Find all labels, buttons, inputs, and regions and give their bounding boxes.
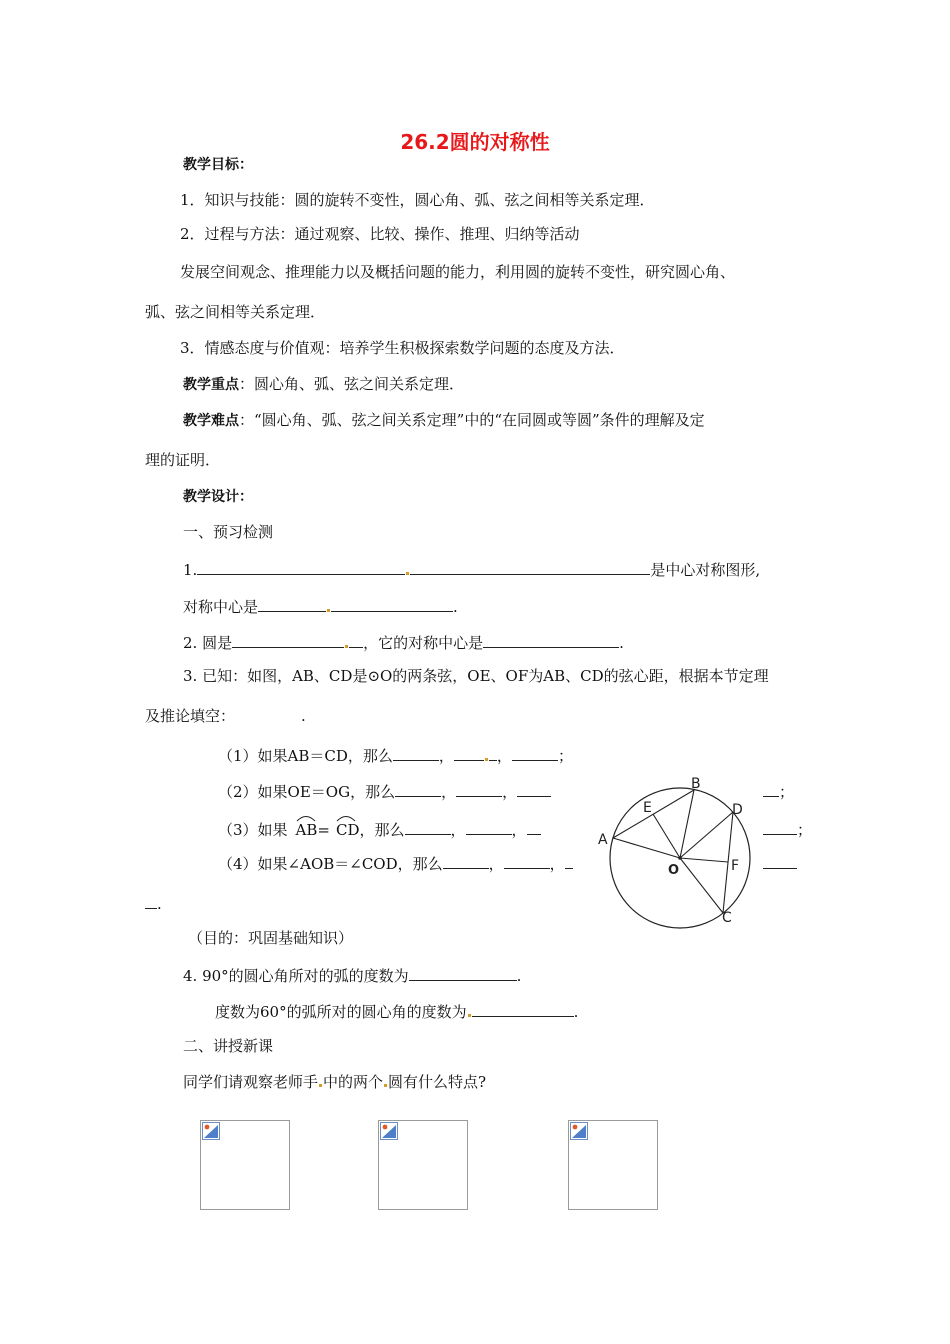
goal-item-2-cont2: 弧、弦之间相等关系定理． xyxy=(145,303,326,321)
question-1 xyxy=(183,558,760,580)
q4-blank-2[interactable] xyxy=(472,1000,574,1017)
segment-of xyxy=(680,858,728,862)
q3-sub1-blank-2b[interactable] xyxy=(489,744,497,761)
q1-end: . xyxy=(453,598,458,616)
q2-prefix: 2. 圆是 xyxy=(183,634,233,652)
q3-sub4-blank-2[interactable] xyxy=(504,852,550,869)
q3-sub1-text: （1）如果AB＝CD，那么 xyxy=(218,747,393,765)
question-3: 3. 已知：如图，AB、CD是⊙O的两条弦，OE、OF为AB、CD的弦心距，根据本节定理 xyxy=(183,667,769,685)
q1-blank-b[interactable] xyxy=(410,558,650,575)
label-b: B xyxy=(691,776,701,792)
q3-sub-2-tail: ； xyxy=(763,780,794,802)
q3-sub-3-tail: ； xyxy=(763,818,812,840)
label-c: C xyxy=(722,910,732,926)
circle-diagram xyxy=(590,774,800,934)
difficulty xyxy=(183,410,705,431)
key-point-text: ：圆心角、弧、弦之间关系定理． xyxy=(239,375,465,393)
broken-image-icon xyxy=(380,1122,398,1140)
question-3-cont xyxy=(145,706,306,726)
key-point xyxy=(183,374,464,395)
radius-oc xyxy=(680,858,723,913)
q3-sub1-blank-1[interactable] xyxy=(393,744,439,761)
q3-sub4-text: （4）如果∠AOB＝∠COD，那么 xyxy=(218,855,443,873)
question-2 xyxy=(183,631,624,653)
q2-blank-a[interactable] xyxy=(232,631,344,648)
q2-blank-c[interactable] xyxy=(483,631,619,648)
goals-heading: 教学目标： xyxy=(183,157,253,173)
q3-sub4-blank-1[interactable] xyxy=(443,852,489,869)
q1-blank-a[interactable] xyxy=(197,558,405,575)
question-1-line2 xyxy=(183,595,458,617)
q3-cont-dot: . xyxy=(301,707,306,725)
q2-end: . xyxy=(619,634,624,652)
q3-sub3-blank-1[interactable] xyxy=(405,818,451,835)
q3-sub2-blank-2[interactable] xyxy=(456,780,502,797)
question-4: 4. 90°的圆心角所对的弧的度数为 . xyxy=(183,964,521,986)
q3-sub1-blank-2[interactable] xyxy=(454,744,484,761)
q3-sub-4-end: . xyxy=(145,892,162,914)
label-e: E xyxy=(643,800,652,816)
broken-image-icon xyxy=(570,1122,588,1140)
image-placeholder-2 xyxy=(378,1120,468,1210)
q2-mid: ，它的对称中心是 xyxy=(363,634,484,652)
q1-center-blank-a[interactable] xyxy=(258,595,326,612)
broken-image-icon xyxy=(202,1122,220,1140)
q3-sub-3: （3）如果 AB= CD，那么 ， ， xyxy=(218,818,541,840)
q3-sub2-text: （2）如果OE＝OG，那么 xyxy=(218,783,396,801)
q3-sub4-blank-3[interactable] xyxy=(565,852,573,869)
goal-item-3: 3．情感态度与价值观：培养学生积极探索数学问题的态度及方法． xyxy=(180,339,625,357)
label-o: O xyxy=(668,863,680,878)
q4-line2: 度数为60°的弧所对的圆心角的度数为 xyxy=(215,1003,467,1021)
q3-sub-1: （1）如果AB＝CD，那么 ， ， ； xyxy=(218,744,573,766)
page-title: 26.2圆的对称性 xyxy=(400,130,550,154)
q4-line1: 4. 90°的圆心角所对的弧的度数为 xyxy=(183,967,409,985)
q3-sub3-pre: （3）如果 xyxy=(218,821,288,839)
q3-sub3-blank-3[interactable] xyxy=(527,818,541,835)
q3-sub1-blank-3[interactable] xyxy=(512,744,558,761)
label-d: D xyxy=(732,802,743,818)
observe-question: 同学们请观察老师手 中的两个 圆有什么特点? xyxy=(183,1073,487,1091)
q3-sub2-blank-1[interactable] xyxy=(395,780,441,797)
arc-ab: AB xyxy=(296,820,318,840)
q2-blank-b[interactable] xyxy=(349,631,363,648)
goal-item-2-cont1: 发展空间观念、推理能力以及概括问题的能力，利用圆的旋转不变性，研究圆心角、 xyxy=(180,263,736,281)
section-1-heading: 一、预习检测 xyxy=(183,523,274,541)
section-2-heading: 二、讲授新课 xyxy=(183,1037,274,1055)
goal-item-1: 1．知识与技能：圆的旋转不变性，圆心角、弧、弦之间相等关系定理． xyxy=(180,191,655,209)
purpose-note: （目的：巩固基础知识） xyxy=(188,929,354,947)
image-placeholder-3 xyxy=(568,1120,658,1210)
question-4-line2: 度数为60°的弧所对的圆心角的度数为 . xyxy=(215,1000,578,1022)
design-heading: 教学设计： xyxy=(183,489,253,505)
q3-sub2-blank-3[interactable] xyxy=(517,780,551,797)
q4-blank-1[interactable] xyxy=(409,964,517,981)
q3-sub-2: （2）如果OE＝OG，那么 ， ， xyxy=(218,780,551,802)
q1-line2-label: 对称中心是 xyxy=(183,598,259,616)
q1-center-blank-b[interactable] xyxy=(331,595,453,612)
difficulty-text: ：“圆心角、弧、弦之间关系定理”中的“在同圆或等圆”条件的理解及定 xyxy=(239,411,705,429)
label-a: A xyxy=(598,832,608,848)
q3-sub3-blank-2[interactable] xyxy=(466,818,512,835)
label-f: F xyxy=(731,858,740,874)
arc-cd: CD xyxy=(336,820,360,840)
q3-sub4-blank-3c[interactable] xyxy=(145,892,157,909)
goal-item-2: 2．过程与方法：通过观察、比较、操作、推理、归纳等活动 xyxy=(180,225,580,243)
difficulty-cont: 理的证明． xyxy=(145,451,221,469)
q3-cont-text: 及推论填空： xyxy=(145,707,236,725)
q3-sub-4: （4）如果∠AOB＝∠COD，那么 ， ， xyxy=(218,852,573,874)
key-point-label: 教学重点 xyxy=(183,377,239,393)
q1-tail: 是中心对称图形, xyxy=(650,561,761,579)
center-point xyxy=(678,856,682,860)
q1-number: 1. xyxy=(183,561,198,579)
image-placeholder-1 xyxy=(200,1120,290,1210)
difficulty-label: 教学难点 xyxy=(183,413,239,429)
